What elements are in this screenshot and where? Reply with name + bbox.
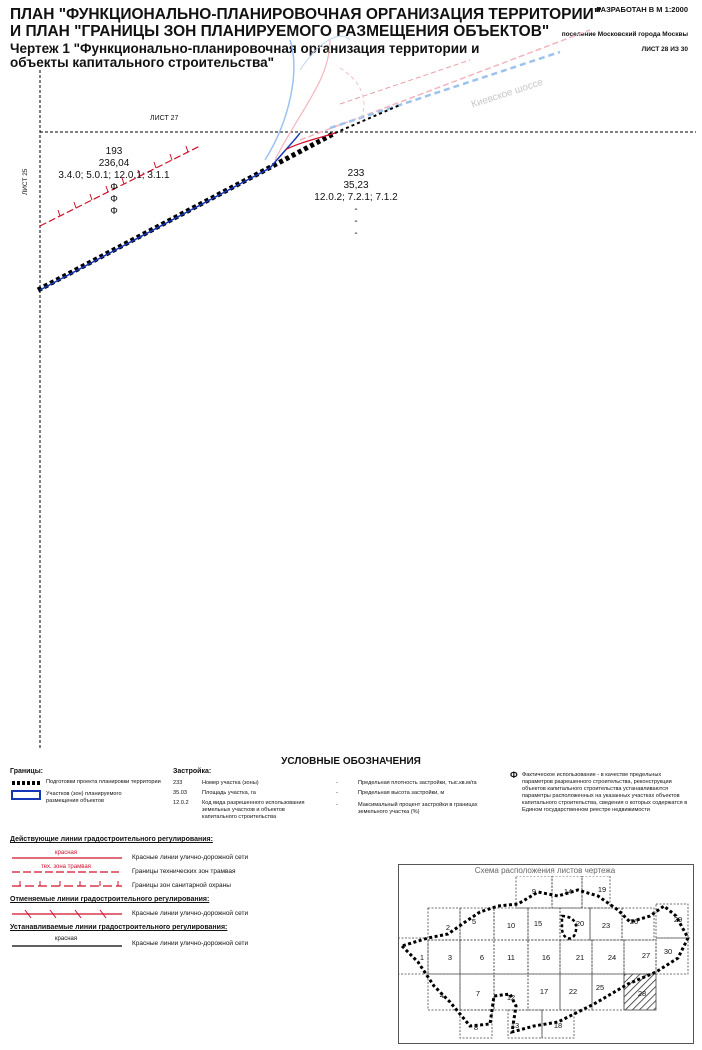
parcel-codes: 12.0.2; 7.2.1; 7.1.2 — [314, 192, 398, 203]
ramp-curve-1 — [265, 40, 294, 160]
sheet-label-14: 14 — [563, 887, 573, 896]
fact-mark: Ф — [110, 206, 118, 217]
project-boundary-ext — [335, 105, 400, 133]
sheet-label-24: 24 — [607, 953, 617, 962]
sheet-label-25: 25 — [595, 983, 605, 992]
sheet-cell — [656, 938, 688, 974]
sheet-label-26: 26 — [629, 917, 639, 926]
sheet-number: ЛИСТ 28 ИЗ 30 — [641, 46, 688, 53]
code-233: 233 — [173, 780, 183, 786]
fact-mark: Ф — [110, 182, 118, 193]
sheet-label-2: 2 — [445, 923, 451, 932]
code-233-text: Номер участка (зоны) — [202, 780, 259, 786]
sheet-label-9: 9 — [531, 887, 537, 896]
sheet-label-23: 23 — [601, 921, 611, 930]
sheet-label-16: 16 — [541, 953, 551, 962]
sheet-label-27: 27 — [641, 951, 651, 960]
ramp-curve-4 — [340, 68, 364, 120]
code-vri-text: Код вида разрешенного использования земельных участков и объектов капитального строительства — [202, 800, 305, 820]
tram-small-label: тех. зона трамвая — [41, 864, 91, 870]
legend-s1: Красные линии улично-дорожной сети — [132, 940, 249, 947]
inner-outline — [562, 916, 576, 938]
sheet-label-21: 21 — [575, 953, 585, 962]
sheet-label-3: 3 — [447, 953, 453, 962]
legend-b2: Участков (зон) планируемого размещения объектов — [46, 791, 122, 804]
title-line-1: ПЛАН "ФУНКЦИОНАЛЬНО-ПЛАНИРОВОЧНАЯ ОРГАНИЗАЦИЯ ТЕРРИТОРИИ" — [10, 6, 602, 23]
sheet-cell — [592, 974, 624, 1010]
sheet-cell — [656, 904, 688, 938]
sheet-label-11: 11 — [507, 953, 515, 962]
code-vri: 12.0.2 — [173, 800, 189, 806]
title-line-2: И ПЛАН "ГРАНИЦЫ ЗОН ПЛАНИРУЕМОГО РАЗМЕЩЕНИЯ ОБЪЕКТОВ" — [10, 23, 550, 40]
dash-2: - — [336, 790, 338, 796]
scale-note: РАЗРАБОТАН В М 1:2000 — [596, 5, 688, 14]
phi-mark: Ф — [510, 770, 518, 780]
code-area-text: Площадь участка, га — [202, 790, 256, 796]
sheet-cell — [428, 940, 460, 974]
parcel-233-label — [306, 168, 406, 240]
phi-text: Фактическое использование - в качестве предельных параметров разрешенного строительства, реконструкции объектов капитального строительства устанавливаются параметры расположенных на указанных участках объектов капитального строительства, сведения о которых содержатся в Едином государственном реестре недвижимости — [522, 772, 688, 813]
cancelled-lines-heading: Отменяемые линии градостроительного регулирования: — [10, 896, 210, 903]
active-lines-heading: Действующие линии градостроительного регулирования: — [10, 836, 213, 843]
legend-title: УСЛОВНЫЕ ОБОЗНАЧЕНИЯ — [281, 756, 421, 767]
parcel-area: 35,23 — [343, 180, 369, 191]
sheet-label-12: 12 — [506, 993, 516, 1002]
sheet-label-8: 8 — [473, 1023, 479, 1032]
sheet-label-19: 19 — [597, 885, 607, 894]
red-small-label: красная — [54, 850, 78, 856]
build-heading: Застройка: — [173, 768, 212, 775]
ramp-curve-3 — [300, 36, 350, 70]
sheet-label-7: 7 — [475, 989, 481, 998]
legend-c1: Красные линии улично-дорожной сети — [132, 910, 249, 917]
sheet-25-label: ЛИСТ 25 — [22, 168, 29, 195]
dash-1: - — [336, 780, 338, 786]
sheet-label-13: 13 — [510, 1021, 520, 1030]
sheet-cell — [460, 940, 494, 974]
set-small-label: красная — [54, 936, 78, 942]
param-mark: - — [354, 216, 358, 227]
sheet-label-1: 1 — [419, 953, 425, 962]
sheet-label-15: 15 — [533, 919, 543, 928]
legend-a1: Красные линии улично-дорожной сети — [132, 854, 249, 861]
sheet-label-22: 22 — [568, 987, 578, 996]
cancelled-line-symbol — [10, 908, 130, 920]
sheet-label-20: 20 — [575, 919, 585, 928]
code-area: 35.03 — [173, 790, 187, 796]
dash-3: - — [336, 802, 338, 808]
sheet-cell — [428, 908, 460, 940]
sheet-label-10: 10 — [506, 921, 516, 930]
param-mark: - — [354, 204, 358, 215]
sheet-cell — [624, 940, 656, 974]
boundary-symbols — [10, 779, 42, 803]
sheet-cell — [494, 974, 528, 1010]
sheet-label-6: 6 — [479, 953, 485, 962]
drawing-subtitle: Чертеж 1 "Функционально-планировочная организация территории и объекты капитального строительства" — [10, 41, 480, 70]
sheet-label-28: 28 — [637, 989, 647, 998]
sheet-cell — [528, 908, 560, 940]
sheet-schema — [398, 876, 692, 1042]
set-lines-heading: Устанавливаемые линии градостроительного регулирования: — [10, 924, 228, 931]
sheet-label-30: 30 — [663, 947, 673, 956]
sheet-label-4: 4 — [439, 991, 445, 1000]
sheet-label-17: 17 — [539, 987, 549, 996]
param-mark: - — [354, 228, 358, 239]
sheet-label-18: 18 — [553, 1021, 563, 1030]
sheet-schema-title: Схема расположения листов чертежа — [474, 866, 616, 875]
boundaries-heading: Границы: — [10, 768, 44, 775]
height-text: Предельная высота застройки, м — [358, 790, 445, 796]
fact-mark: Ф — [110, 194, 118, 205]
legend-b1: Подготовки проекта планировки территории — [46, 779, 161, 785]
density-text: Предельная плотность застройки, тыс.кв.м/га — [358, 780, 477, 786]
sheet-label-5: 5 — [471, 917, 477, 926]
parcel-codes: 3.4.0; 5.0.1; 12.0.1; 3.1.1 — [58, 170, 170, 181]
percent-text: Максимальный процент застройки в границах земельного участка (%) — [358, 802, 478, 815]
settlement-note: поселение Московский города Москвы — [561, 31, 688, 38]
road-name: Киевское шоссе — [470, 76, 545, 111]
sheet-27-label: ЛИСТ 27 — [150, 115, 179, 122]
legend-a2: Границы технических зон трамвая — [132, 868, 236, 875]
ramp-curve-2 — [275, 40, 330, 160]
parcel-number: 193 — [105, 146, 123, 157]
zone-boundary-symbol — [12, 791, 40, 799]
parcel-number: 233 — [347, 168, 365, 179]
road-pink-line — [340, 60, 470, 104]
sheet-label-29: 29 — [673, 915, 683, 924]
parcel-area: 236,04 — [98, 158, 130, 169]
legend-a3: Границы зон санитарной охраны — [132, 882, 231, 889]
parcel-193-label — [52, 146, 176, 218]
